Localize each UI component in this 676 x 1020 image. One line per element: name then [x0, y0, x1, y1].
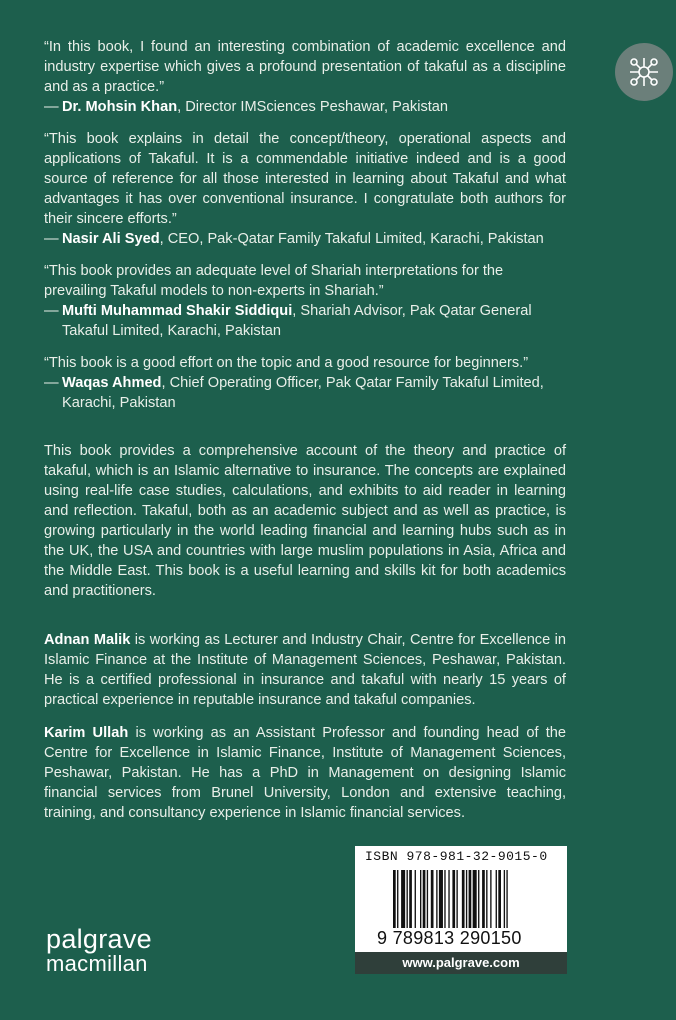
endorsement-2: [44, 129, 566, 249]
endorser-title: , Shariah Advisor, Pak Qatar General Takaful Limited, Karachi, Pakistan: [62, 303, 532, 339]
endorsement-attribution: — Mufti Muhammad Shakir Siddiqui, Shariah Advisor, Pak Qatar General Takaful Limited, Karachi, Pakistan: [44, 303, 532, 339]
author-name: Adnan Malik: [44, 632, 131, 648]
logo-line-2: macmillan: [46, 951, 148, 976]
endorsement-1: [44, 37, 566, 117]
endorser-title: , Chief Operating Officer, Pak Qatar Family Takaful Limited, Karachi, Pakistan: [62, 375, 544, 411]
book-description: [44, 441, 566, 601]
isbn-barcode: [355, 846, 567, 974]
endorsement-attribution: — Nasir Ali Syed, CEO, Pak-Qatar Family Takaful Limited, Karachi, Pakistan: [44, 231, 544, 247]
endorser-name: Nasir Ali Syed: [62, 231, 160, 247]
palgrave-network-icon: [615, 43, 673, 101]
author-bio-1: [44, 630, 566, 710]
description-text: This book provides a comprehensive account of the theory and practice of takaful, which is an Islamic alternative to insurance. The concepts are explained using real-life case studies, calculations, and exhibits to aid reader in learning and reflection. Takaful, both as an academic subject and as well as practice, is growing particularly in the world leading financial and learning hubs such as in the UK, the USA and countries with large muslim populations in Asia, Africa and the Middle East. This book is a useful learning and skills kit for both academics and practitioners.: [44, 443, 566, 599]
author-bio-2: [44, 723, 566, 823]
endorsement-4: [44, 353, 566, 413]
endorsement-3: [44, 261, 566, 341]
endorser-title: , Director IMSciences Peshawar, Pakistan: [177, 99, 449, 115]
endorsement-text: “In this book, I found an interesting combination of academic excellence and industry expertise which gives a profound presentation of takaful as a discipline and as a practice.”: [44, 39, 566, 95]
endorsement-text: “This book explains in detail the concept/theory, operational aspects and applications of Takaful. It is a commendable initiative indeed and is a good source of reference for all those interested in learning about Takaful and what advantages it has over conventional insurance. I congratulate both authors for their sincere efforts.”: [44, 131, 566, 227]
endorsement-attribution: — Waqas Ahmed, Chief Operating Officer, Pak Qatar Family Takaful Limited, Karachi, Pakistan: [44, 375, 544, 411]
barcode-bars: [355, 868, 567, 952]
isbn-digits: 9 789813 290150: [377, 928, 522, 948]
author-bio-text: is working as an Assistant Professor and founding head of the Centre for Excellence in Islamic Finance, Institute of Management Sciences, Peshawar, Pakistan. He has a PhD in Management on designing Islamic financial services from Brunel University, London and extensive teaching, training, and consultancy experience in Islamic financial services.: [44, 725, 566, 821]
author-bio-text: is working as Lecturer and Industry Chair, Centre for Excellence in Islamic Finance at the Institute of Management Sciences, Peshawar, Pakistan. He is a certified professional in insurance and takaful with nearly 15 years of practical experience in reputable insurance and takaful companies.: [44, 632, 567, 708]
endorser-title: , CEO, Pak-Qatar Family Takaful Limited, Karachi, Pakistan: [159, 231, 544, 247]
endorsement-text: “This book is a good effort on the topic and a good resource for beginners.”: [44, 355, 529, 371]
endorser-name: Waqas Ahmed: [62, 375, 162, 391]
logo-line-1: palgrave: [46, 924, 152, 954]
palgrave-macmillan-logo: [46, 926, 152, 976]
author-name: Karim Ullah: [44, 725, 129, 741]
endorsement-text: “This book provides an adequate level of Shariah interpretations for the prevailing Takaful models to non-experts in Shariah.”: [44, 263, 504, 299]
barcode-icon: [393, 870, 543, 928]
endorsement-attribution: — Dr. Mohsin Khan, Director IMSciences Peshawar, Pakistan: [44, 99, 449, 115]
publisher-url: www.palgrave.com: [355, 952, 567, 974]
isbn-label: ISBN 978-981-32-9015-0: [355, 846, 567, 868]
endorser-name: Dr. Mohsin Khan: [62, 99, 178, 115]
endorser-name: Mufti Muhammad Shakir Siddiqui: [62, 303, 293, 319]
cover-text: [44, 37, 566, 836]
